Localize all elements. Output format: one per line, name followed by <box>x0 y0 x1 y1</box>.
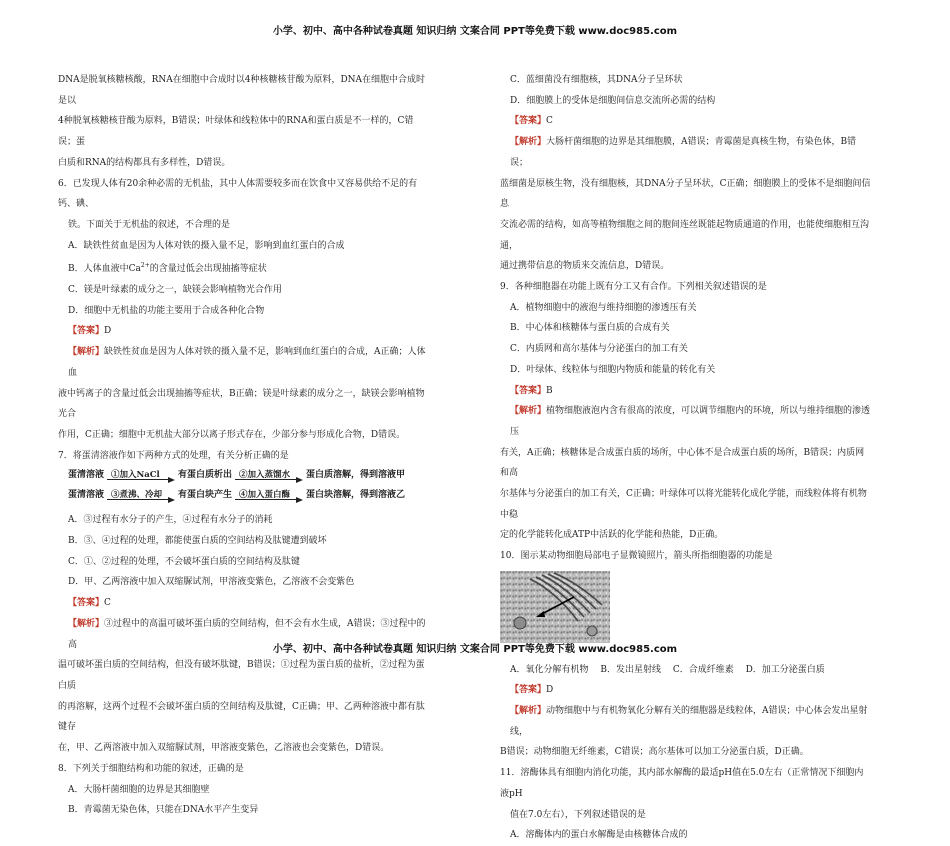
q6-explanation: 液中钙离子的含量过低会出现抽搐等症状，B正确；镁是叶绿素的成分之一，缺镁会影响植物光合 <box>58 388 425 420</box>
q7-answer: 【答案】C <box>68 598 111 609</box>
q7-explanation: 【解析】③过程中的高温可破坏蛋白质的空间结构，但不会有水生成，A错误；③过程中的高 <box>68 618 426 650</box>
header-banner: 小学、初中、高中各种试卷真题 知识归纳 文案合同 PPT等免费下载 www.doc985.com <box>272 26 678 37</box>
flow-row-2 <box>68 486 405 504</box>
q6-option-b: B．人体血液中$Ca^{2+}$的含量过低会出现抽搐等症状 <box>68 262 267 275</box>
intro-line: 4种脱氧核糖核苷酸为原料，B错误；叶绿体和线粒体中的RNA和蛋白质是不一样的，C错误；蛋 <box>58 116 414 148</box>
q8-option-c: C．蓝细菌没有细胞核，其DNA分子呈环状 <box>510 75 683 85</box>
flow-node: 蛋清溶液 <box>68 470 105 481</box>
q6-answer: 【答案】D <box>68 326 112 337</box>
micrograph-image <box>500 571 610 643</box>
q7-explanation: 温可破坏蛋白质的空间结构，但没有破坏肽键，B错误；①过程为蛋白质的盐析，②过程为蛋白质 <box>58 660 425 691</box>
q6-stem: 铁。下面关于无机盐的叙述，不合理的是 <box>68 219 231 230</box>
q7-explanation: 的再溶解，这两个过程不会破坏蛋白质的空间结构及肽键，C正确；甲、乙两种溶液中都有肽键存 <box>58 701 425 733</box>
q6-explanation: 作用，C正确；细胞中无机盐大部分以离子形式存在，少部分参与形成化合物，D错误。 <box>58 429 406 440</box>
flow-node: 蛋白块溶解，得到溶液乙 <box>306 490 406 501</box>
q9-option-c: C．内质网和高尔基体与分泌蛋白的加工有关 <box>510 344 688 355</box>
flow-row-1 <box>68 466 405 484</box>
q10-options: A．氧化分解有机物 B．发出星射线 C．合成纤维素 D．加工分泌蛋白质 <box>510 664 825 675</box>
q6-option-a: A．缺铁性贫血是因为人体对铁的摄入量不足，影响到血红蛋白的合成 <box>68 240 345 251</box>
q9-option-b: B．中心体和核糖体与蛋白质的合成有关 <box>510 323 670 334</box>
q7-option-b: B．③、④过程的处理，都能使蛋白质的空间结构及肽键遭到破坏 <box>68 536 327 547</box>
flow-node: 有蛋白块产生 <box>178 490 233 501</box>
q8-explanation: 交流必需的结构，如高等植物细胞之间的胞间连丝既能起物质通道的作用，也能使细胞相互沟通， <box>500 219 870 251</box>
flow-arrow: ②加入蒸馏水 <box>235 466 303 484</box>
q8-option-a: A．大肠杆菌细胞的边界是其细胞壁 <box>68 784 210 795</box>
q8-answer: 【答案】C <box>510 116 553 127</box>
q6-option-d: D．细胞中无机盐的功能主要用于合成各种化合物 <box>68 305 265 316</box>
q9-option-d: D．叶绿体、线粒体与细胞内物质和能量的转化有关 <box>510 364 716 375</box>
q8-explanation: 蓝细菌是原核生物，没有细胞核，其DNA分子呈环状，C正确；细胞膜上的受体不是细胞间信息 <box>500 178 871 210</box>
q9-explanation: 【解析】植物细胞液泡内含有很高的浓度，可以调节细胞内的环境，所以与维持细胞的渗透压 <box>510 406 871 437</box>
q6-stem: 6．已发现人体有20余种必需的无机盐，其中人体需要较多而在饮食中又容易供给不足的有钙、碘、 <box>58 178 418 210</box>
q8-explanation: 【解析】大肠杆菌细胞的边界是其细胞膜，A错误；青霉菌是真核生物，有染色体，B错误； <box>510 137 857 168</box>
right-column <box>500 70 872 846</box>
q11-stem: 11．溶酶体具有细胞内消化功能，其内部水解酶的最适pH值在5.0左右（正常情况下细胞内液pH <box>500 768 864 799</box>
flow-node: 有蛋白质析出 <box>178 470 233 481</box>
flow-arrow: ③煮沸、冷却 <box>107 486 175 504</box>
q8-option-b: B．青霉菌无染色体，只能在DNA水平产生变异 <box>68 805 259 816</box>
q11-stem: 值在7.0左右），下列叙述错误的是 <box>510 809 646 820</box>
q8-explanation: 通过携带信息的物质来交流信息，D错误。 <box>500 261 670 272</box>
q7-flow-diagram <box>68 466 430 506</box>
intro-line: DNA是脱氧核糖核酸，RNA在细胞中合成时以4种核糖核苷酸为原料，DNA在细胞中合成时是以 <box>58 75 426 106</box>
q6-option-c: C．镁是叶绿素的成分之一，缺镁会影响植物光合作用 <box>68 285 282 296</box>
q9-explanation: 有关，A正确；核糖体是合成蛋白质的场所，中心体不是合成蛋白质的场所，B错误；内质网和高 <box>500 447 865 479</box>
q9-stem: 9．各种细胞器在功能上既有分工又有合作。下列相关叙述错误的是 <box>500 282 767 293</box>
intro-line: 白质和RNA的结构都具有多样性，D错误。 <box>58 157 231 168</box>
flow-node: 蛋白质溶解，得到溶液甲 <box>306 470 406 481</box>
q7-option-a: A．③过程有水分子的产生，④过程有水分子的消耗 <box>68 515 273 526</box>
q10-explanation: B错误；动物细胞无纤维素，C错误；高尔基体可以加工分泌蛋白质，D正确。 <box>500 747 809 758</box>
q10-answer: 【答案】D <box>510 685 554 696</box>
q9-explanation: 尔基体与分泌蛋白的加工有关，C正确；叶绿体可以将光能转化成化学能，而线粒体将有机物中稳 <box>500 489 867 520</box>
q8-option-d: D．细胞膜上的受体是细胞间信息交流所必需的结构 <box>510 95 716 106</box>
q6-explanation: 【解析】缺铁性贫血是因为人体对铁的摄入量不足，影响到血红蛋白的合成，A正确；人体血 <box>68 347 426 378</box>
q8-stem: 8．下列关于细胞结构和功能的叙述，正确的是 <box>58 763 244 774</box>
q11-option-a: A．溶酶体内的蛋白水解酶是由核糖体合成的 <box>510 830 688 841</box>
q7-stem: 7．将蛋清溶液作如下两种方式的处理，有关分析正确的是 <box>58 450 289 461</box>
q7-option-c: C．①、②过程的处理，不会破坏蛋白质的空间结构及肽键 <box>68 556 300 567</box>
q9-option-a: A．植物细胞中的液泡与维持细胞的渗透压有关 <box>510 302 697 313</box>
q9-answer: 【答案】B <box>510 385 553 396</box>
footer-banner: 小学、初中、高中各种试卷真题 知识归纳 文案合同 PPT等免费下载 www.doc985.com <box>272 644 678 655</box>
q9-explanation: 定的化学能转化成ATP中活跃的化学能和热能，D正确。 <box>500 530 724 541</box>
flow-arrow: ④加入蛋白酶 <box>235 486 303 504</box>
q7-option-d: D．甲、乙两溶液中加入双缩脲试剂，甲溶液变紫色，乙溶液不会变紫色 <box>68 577 355 588</box>
q7-explanation: 在，甲、乙两溶液中加入双缩脲试剂，甲溶液变紫色，乙溶液也会变紫色，D错误。 <box>58 743 390 754</box>
q10-stem: 10．图示某动物细胞局部电子显微镜照片，箭头所指细胞器的功能是 <box>500 551 773 562</box>
flow-node: 蛋清溶液 <box>68 490 105 501</box>
flow-arrow: ①加入NaCl <box>107 466 175 484</box>
left-column <box>58 70 430 821</box>
q10-explanation: 【解析】动物细胞中与有机物氧化分解有关的细胞器是线粒体，A错误；中心体会发出星射线， <box>510 705 868 737</box>
